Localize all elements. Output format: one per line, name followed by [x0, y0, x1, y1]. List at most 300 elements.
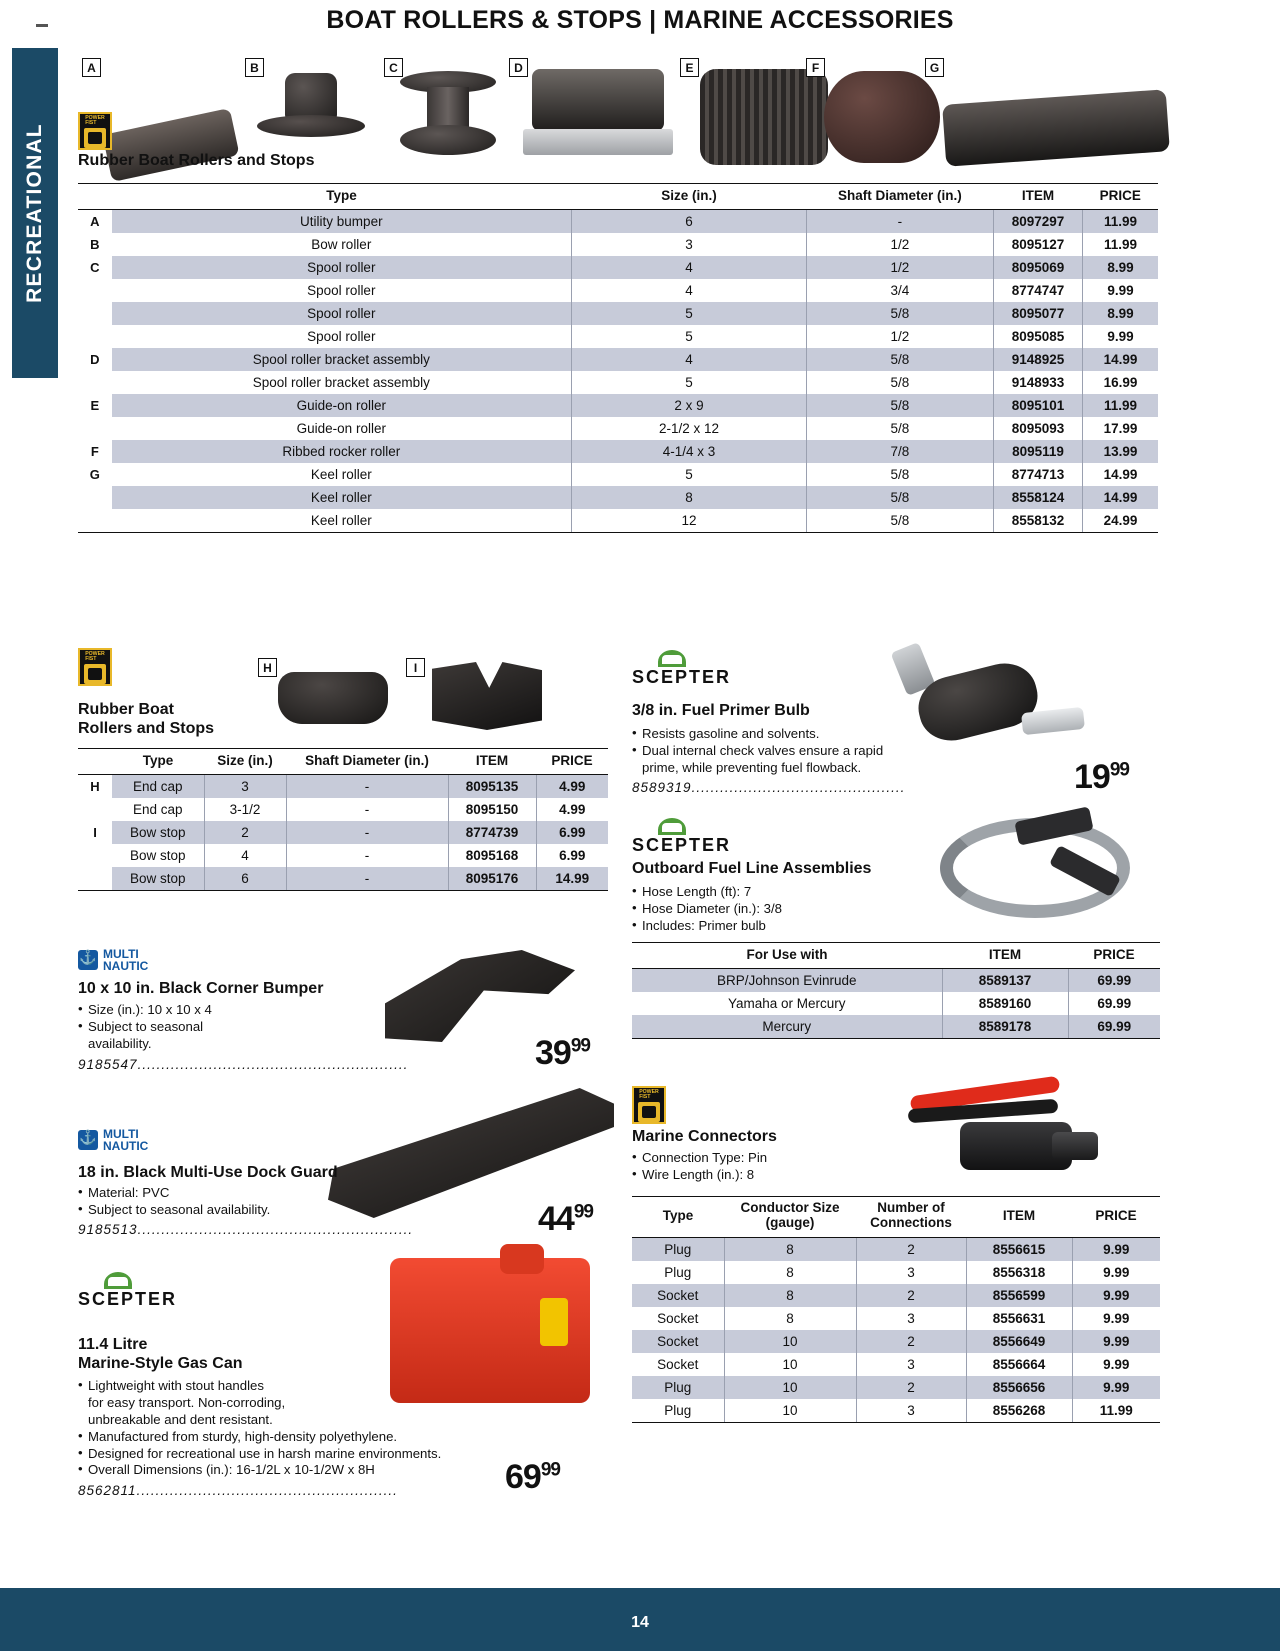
fuel-line-table: [632, 942, 1160, 1039]
dock-guard-bullets: [78, 1185, 408, 1219]
col-price: PRICE: [1072, 1197, 1160, 1238]
price-cell: 9.99: [1103, 1310, 1130, 1326]
shaft-cell: -: [286, 821, 448, 844]
marine-connectors-title: Marine Connectors: [632, 1128, 777, 1145]
table-row: [78, 348, 1158, 371]
size-cell: 5: [572, 371, 807, 394]
type-cell: Spool roller: [112, 279, 572, 302]
group-letter: I: [78, 821, 112, 844]
bullet: • Material: PVC: [78, 1185, 408, 1202]
bullet: • Manufactured from sturdy, high-density polyethylene.: [78, 1429, 568, 1446]
use-with-cell: Yamaha or Mercury: [632, 992, 942, 1015]
table-row: [78, 867, 608, 891]
photo-utility-bumper: [102, 108, 239, 182]
section-tab-recreational: [12, 48, 58, 378]
table-row: [78, 486, 1158, 509]
item-cell: 8589137: [942, 969, 1068, 993]
group-letter: [78, 302, 112, 325]
price-cell: 9.99: [1107, 329, 1134, 344]
shaft-cell: 7/8: [806, 440, 993, 463]
item-cell: 8589178: [942, 1015, 1068, 1039]
price-cell: 9.99: [1072, 1376, 1160, 1399]
photo-spool-roller: [400, 71, 496, 155]
shaft-cell: 1/2: [806, 325, 993, 348]
type-cell: Spool roller: [112, 256, 572, 279]
type-cell: Socket: [632, 1330, 724, 1353]
anchor-icon: [78, 950, 98, 970]
type-cell: Plug: [632, 1237, 724, 1261]
bullet: • Dual internal check valves ensure a rapid: [632, 743, 962, 760]
photo-label-f: F: [806, 58, 825, 77]
item-cell: 8556318: [966, 1261, 1072, 1284]
table-row: [78, 325, 1158, 348]
table-row: [632, 1330, 1160, 1353]
bullet: • Connection Type: Pin: [632, 1150, 892, 1167]
price-cell: 69.99: [1068, 1015, 1160, 1039]
group-letter: [78, 325, 112, 348]
group-letter: [78, 844, 112, 867]
price-cell: 6.99: [559, 848, 586, 863]
size-cell: 5: [572, 302, 807, 325]
bullet: • Designed for recreational use in harsh marine environments.: [78, 1446, 568, 1463]
gauge-cell: 8: [724, 1284, 856, 1307]
col-item: ITEM: [942, 943, 1068, 969]
power-fist-logo: POWER FIST: [78, 112, 112, 150]
size-cell: 4-1/4 x 3: [572, 440, 807, 463]
bullet: • Hose Length (ft): 7: [632, 884, 932, 901]
item-cell: 8095168: [448, 844, 536, 867]
connections-cell: 2: [856, 1284, 966, 1307]
type-cell: Bow roller: [112, 233, 572, 256]
table-row: [78, 256, 1158, 279]
price-cell: 9.99: [1103, 1356, 1130, 1372]
bullet: • Subject to seasonal availability.: [78, 1202, 408, 1219]
primer-bulb-price: $19^{99}$: [1074, 758, 1129, 796]
group-letter: H: [78, 775, 112, 799]
table-row: [78, 798, 608, 821]
table-row: [78, 394, 1158, 417]
anchor-icon: [78, 1130, 98, 1150]
item-cell: 8774713: [993, 463, 1082, 486]
shaft-cell: 5/8: [806, 463, 993, 486]
item-cell: 8556268: [966, 1399, 1072, 1423]
group-letter: [78, 486, 112, 509]
fuel-line-title: Outboard Fuel Line Assemblies: [632, 860, 872, 877]
shaft-cell: 3/4: [806, 279, 993, 302]
gas-can-bullets: [78, 1378, 568, 1479]
table-row: [632, 1353, 1160, 1376]
bullet-cont: availability.: [88, 1035, 152, 1051]
table-row: [632, 1015, 1160, 1039]
rollers-table-body: [78, 210, 1158, 533]
primer-bulb-title: 3/8 in. Fuel Primer Bulb: [632, 702, 810, 719]
table-row: [78, 233, 1158, 256]
photo-label-d: D: [509, 58, 528, 77]
type-cell: Plug: [632, 1376, 724, 1399]
type-cell: Spool roller: [112, 302, 572, 325]
fuel-line-table-body: [632, 969, 1160, 1039]
price-cell: 24.99: [1083, 509, 1158, 533]
table-row: [78, 509, 1158, 533]
shaft-cell: 5/8: [806, 371, 993, 394]
bullet-cont: prime, while preventing fuel flowback.: [642, 759, 862, 775]
price-cell: 4.99: [559, 802, 586, 817]
col-type: Type: [632, 1197, 724, 1238]
bullet: • Hose Diameter (in.): 3/8: [632, 901, 932, 918]
photo-label-i: I: [406, 658, 425, 677]
type-cell: Bow stop: [112, 844, 204, 867]
connections-cell: 2: [856, 1237, 966, 1261]
photo-label-h: H: [258, 658, 277, 677]
group-letter: [78, 509, 112, 533]
table-row: [78, 440, 1158, 463]
type-cell: Plug: [632, 1399, 724, 1423]
gauge-cell: 10: [724, 1330, 856, 1353]
page-number: 14: [631, 1613, 649, 1631]
table-row: [632, 1237, 1160, 1261]
shaft-cell: -: [286, 867, 448, 891]
col-size: Size (in.): [204, 749, 286, 775]
bullet: • Size (in.): 10 x 10 x 4: [78, 1002, 378, 1019]
rollers-table: [78, 183, 1158, 533]
shaft-cell: -: [286, 844, 448, 867]
page-title: BOAT ROLLERS & STOPS | MARINE ACCESSORIES: [326, 6, 954, 34]
gas-can-spout: [540, 1298, 568, 1346]
col-price: PRICE: [536, 749, 608, 775]
col-price: PRICE: [1068, 943, 1160, 969]
marine-connectors-bullets: [632, 1150, 892, 1184]
item-cell: 8095119: [993, 440, 1082, 463]
group-letter: A: [78, 210, 112, 234]
price-cell: 14.99: [1083, 348, 1158, 371]
table-header-row: [78, 749, 608, 775]
table-row: [78, 417, 1158, 440]
gauge-cell: 10: [724, 1353, 856, 1376]
gauge-cell: 10: [724, 1399, 856, 1423]
size-cell: 4: [572, 256, 807, 279]
item-cell: 8095101: [993, 394, 1082, 417]
shaft-cell: 5/8: [806, 509, 993, 533]
type-cell: Guide-on roller: [112, 394, 572, 417]
size-cell: 6: [204, 867, 286, 891]
type-cell: Keel roller: [112, 509, 572, 533]
group-letter: C: [78, 256, 112, 279]
photo-label-g: G: [925, 58, 944, 77]
size-cell: 4: [204, 844, 286, 867]
price-cell: 11.99: [1083, 210, 1158, 234]
type-cell: Guide-on roller: [112, 417, 572, 440]
dock-guard-price: $44^{99}$: [538, 1200, 593, 1238]
item-cell: 8774739: [448, 821, 536, 844]
type-cell: Bow stop: [112, 867, 204, 891]
table-row: [78, 371, 1158, 394]
photo-fuel-line: [930, 808, 1150, 933]
shaft-cell: -: [286, 775, 448, 799]
bullet-cont: unbreakable and dent resistant.: [88, 1411, 273, 1427]
item-cell: 8774747: [993, 279, 1082, 302]
price-cell: 14.99: [1083, 486, 1158, 509]
shaft-cell: -: [806, 210, 993, 234]
table-row: [632, 1284, 1160, 1307]
type-cell: Spool roller: [112, 325, 572, 348]
gas-can-cap: [500, 1244, 544, 1274]
table-row: [78, 279, 1158, 302]
connections-cell: 3: [856, 1307, 966, 1330]
table-header-row: [632, 1197, 1160, 1238]
power-fist-logo-3: POWER FIST: [632, 1086, 666, 1124]
size-cell: 2: [204, 821, 286, 844]
photo-ribbed-rocker-roller: [824, 71, 940, 163]
corner-bumper-price: $39^{99}$: [535, 1034, 590, 1072]
col-shaft: Shaft Diameter (in.): [806, 184, 993, 210]
gas-can-title: 11.4 Litre Marine-Style Gas Can: [78, 1336, 243, 1373]
connections-cell: 3: [856, 1399, 966, 1423]
connections-cell: 3: [856, 1353, 966, 1376]
shaft-cell: 5/8: [806, 486, 993, 509]
group-letter: F: [78, 440, 112, 463]
type-cell: Socket: [632, 1284, 724, 1307]
bullet: • Subject to seasonal: [78, 1019, 378, 1036]
table-row: [632, 969, 1160, 993]
size-cell: 3-1/2: [204, 798, 286, 821]
size-cell: 3: [204, 775, 286, 799]
bullet: • Overall Dimensions (in.): 16-1/2L x 10-1/2W x 8H: [78, 1462, 568, 1479]
marine-connectors-table: [632, 1196, 1160, 1423]
photo-bracket-assembly: [532, 69, 673, 155]
table-row: [78, 821, 608, 844]
type-cell: Utility bumper: [112, 210, 572, 234]
size-cell: 12: [572, 509, 807, 533]
item-cell: 9148925: [993, 348, 1082, 371]
connections-cell: 3: [856, 1261, 966, 1284]
group-letter: B: [78, 233, 112, 256]
item-cell: 8097297: [993, 210, 1082, 234]
table-row: [78, 463, 1158, 486]
roller-photos-row: [82, 55, 1172, 165]
corner-bumper-bullets: [78, 1002, 378, 1053]
type-cell: Keel roller: [112, 463, 572, 486]
price-cell: 69.99: [1097, 996, 1132, 1011]
marine-connectors-table-body: [632, 1237, 1160, 1422]
table-row: [632, 1261, 1160, 1284]
item-cell: 8095069: [993, 256, 1082, 279]
scepter-logo-gas-can: SCEPTER: [78, 1272, 177, 1310]
size-cell: 3: [572, 233, 807, 256]
primer-bulb-bullets: [632, 726, 962, 777]
price-cell: 4.99: [536, 775, 608, 799]
section-tab-label: RECREATIONAL: [23, 123, 46, 303]
photo-marine-connector: [900, 1080, 1115, 1190]
col-group: [78, 749, 112, 775]
bullet: • Wire Length (in.): 8: [632, 1167, 892, 1184]
type-cell: Spool roller bracket assembly: [112, 348, 572, 371]
price-cell: 9.99: [1072, 1330, 1160, 1353]
price-cell: 13.99: [1083, 440, 1158, 463]
bullet-cont: for easy transport. Non-corroding,: [88, 1394, 286, 1410]
primer-bulb-sku: 8589319.............................................: [632, 780, 906, 795]
table-row: [78, 844, 608, 867]
col-use-with: For Use with: [632, 943, 942, 969]
photo-label-c: C: [384, 58, 403, 77]
table-row: [632, 1399, 1160, 1423]
item-cell: 8095127: [993, 233, 1082, 256]
multinautic-logo-1: [78, 948, 148, 972]
price-cell: 8.99: [1083, 302, 1158, 325]
photo-label-a: A: [82, 58, 101, 77]
type-cell: Socket: [632, 1353, 724, 1376]
shaft-cell: 1/2: [806, 256, 993, 279]
price-cell: 9.99: [1107, 283, 1134, 298]
size-cell: 5: [572, 463, 807, 486]
group-letter: [78, 798, 112, 821]
photo-end-cap: [278, 672, 388, 724]
rollers-heading: Rubber Boat Rollers and Stops: [78, 152, 315, 169]
col-size: Size (in.): [572, 184, 807, 210]
price-cell: 11.99: [1104, 237, 1138, 252]
type-cell: Spool roller bracket assembly: [112, 371, 572, 394]
scepter-logo-primer: SCEPTER: [632, 650, 731, 688]
rollers2-table-body: [78, 775, 608, 891]
gauge-cell: 10: [724, 1376, 856, 1399]
size-cell: 8: [572, 486, 807, 509]
rollers2-heading: Rubber Boat Rollers and Stops: [78, 701, 215, 738]
item-cell: 8556656: [966, 1376, 1072, 1399]
photo-label-e: E: [680, 58, 699, 77]
type-cell: Bow stop: [112, 821, 204, 844]
gas-can-sku: 8562811.......................................................: [78, 1483, 398, 1498]
power-fist-logo-2: POWER FIST: [78, 648, 112, 686]
size-cell: 4: [572, 348, 807, 371]
scepter-logo-fuel-line: SCEPTER: [632, 818, 731, 856]
type-cell: Keel roller: [112, 486, 572, 509]
multinautic-logo-2: [78, 1128, 148, 1152]
item-cell: 8556615: [966, 1237, 1072, 1261]
col-type: Type: [112, 184, 572, 210]
price-cell: 9.99: [1072, 1284, 1160, 1307]
col-shaft: Shaft Diameter (in.): [286, 749, 448, 775]
crown-icon: [658, 818, 686, 835]
bullet: • Lightweight with stout handles: [78, 1378, 568, 1395]
price-cell: 17.99: [1103, 421, 1138, 436]
group-letter: D: [78, 348, 112, 371]
bullet: • Includes: Primer bulb: [632, 918, 932, 935]
gauge-cell: 8: [724, 1307, 856, 1330]
item-cell: 8558124: [993, 486, 1082, 509]
size-cell: 4: [572, 279, 807, 302]
price-cell: 9.99: [1103, 1264, 1130, 1280]
dock-guard-sku: 9185513..........................................................: [78, 1222, 414, 1237]
col-item: ITEM: [966, 1197, 1072, 1238]
col-gauge: Conductor Size (gauge): [724, 1197, 856, 1238]
dock-guard-title: 18 in. Black Multi-Use Dock Guard: [78, 1164, 338, 1181]
shaft-cell: 5/8: [806, 302, 993, 325]
group-letter: [78, 417, 112, 440]
table-row: [632, 1376, 1160, 1399]
shaft-cell: -: [286, 798, 448, 821]
price-cell: 11.99: [1083, 394, 1158, 417]
price-cell: 11.99: [1072, 1399, 1160, 1423]
item-cell: 8095150: [448, 798, 536, 821]
table-header-row: [632, 943, 1160, 969]
col-price: PRICE: [1083, 184, 1158, 210]
group-letter: [78, 867, 112, 891]
size-cell: 6: [572, 210, 807, 234]
item-cell: 8556664: [966, 1353, 1072, 1376]
item-cell: 8095077: [993, 302, 1082, 325]
shaft-cell: 1/2: [806, 233, 993, 256]
corner-bumper-sku: 9185547.........................................................: [78, 1057, 409, 1072]
group-letter: [78, 279, 112, 302]
gas-can-price: $69^{99}$: [505, 1458, 560, 1496]
table-row: [78, 302, 1158, 325]
photo-guide-on-roller: [700, 69, 828, 165]
type-cell: Ribbed rocker roller: [112, 440, 572, 463]
use-with-cell: Mercury: [632, 1015, 942, 1039]
table-row: [78, 210, 1158, 234]
table-header-row: [78, 184, 1158, 210]
price-cell: 16.99: [1103, 375, 1138, 390]
rollers2-table: [78, 748, 608, 891]
shaft-cell: 5/8: [806, 394, 993, 417]
group-letter: G: [78, 463, 112, 486]
price-cell: 8.99: [1083, 256, 1158, 279]
photo-corner-bumper: [385, 950, 575, 1042]
item-cell: 8556599: [966, 1284, 1072, 1307]
col-connections: Number of Connections: [856, 1197, 966, 1238]
brand-text: MULTI NAUTIC: [103, 1127, 149, 1154]
fuel-line-bullets: [632, 884, 932, 935]
gauge-cell: 8: [724, 1237, 856, 1261]
photo-bow-roller: [257, 73, 365, 137]
col-item: ITEM: [448, 749, 536, 775]
photo-bow-stop: [432, 662, 542, 730]
price-cell: 9.99: [1072, 1237, 1160, 1261]
table-row: [632, 1307, 1160, 1330]
size-cell: 5: [572, 325, 807, 348]
item-cell: 8589160: [942, 992, 1068, 1015]
type-cell: Plug: [632, 1261, 724, 1284]
size-cell: 2-1/2 x 12: [572, 417, 807, 440]
item-cell: 8556649: [966, 1330, 1072, 1353]
photo-keel-roller: [942, 89, 1170, 166]
shaft-cell: 5/8: [806, 417, 993, 440]
page-footer: [0, 1588, 1280, 1651]
price-cell: 14.99: [1103, 467, 1138, 482]
price-cell: 6.99: [536, 821, 608, 844]
price-cell: 69.99: [1068, 969, 1160, 993]
shaft-cell: 5/8: [806, 348, 993, 371]
item-cell: 8558132: [993, 509, 1082, 533]
type-cell: Socket: [632, 1307, 724, 1330]
brand-text: MULTI NAUTIC: [103, 947, 149, 974]
type-cell: End cap: [112, 775, 204, 799]
use-with-cell: BRP/Johnson Evinrude: [632, 969, 942, 993]
item-cell: 9148933: [993, 371, 1082, 394]
col-type: Type: [112, 749, 204, 775]
group-letter: [78, 371, 112, 394]
corner-bumper-title: 10 x 10 in. Black Corner Bumper: [78, 980, 324, 997]
gauge-cell: 8: [724, 1261, 856, 1284]
type-cell: End cap: [112, 798, 204, 821]
photo-label-b: B: [245, 58, 264, 77]
table-row: [78, 775, 608, 799]
item-cell: 8556631: [966, 1307, 1072, 1330]
bullet: • Resists gasoline and solvents.: [632, 726, 962, 743]
item-cell: 8095135: [448, 775, 536, 799]
col-group: [78, 184, 112, 210]
col-item: ITEM: [993, 184, 1082, 210]
item-cell: 8095093: [993, 417, 1082, 440]
